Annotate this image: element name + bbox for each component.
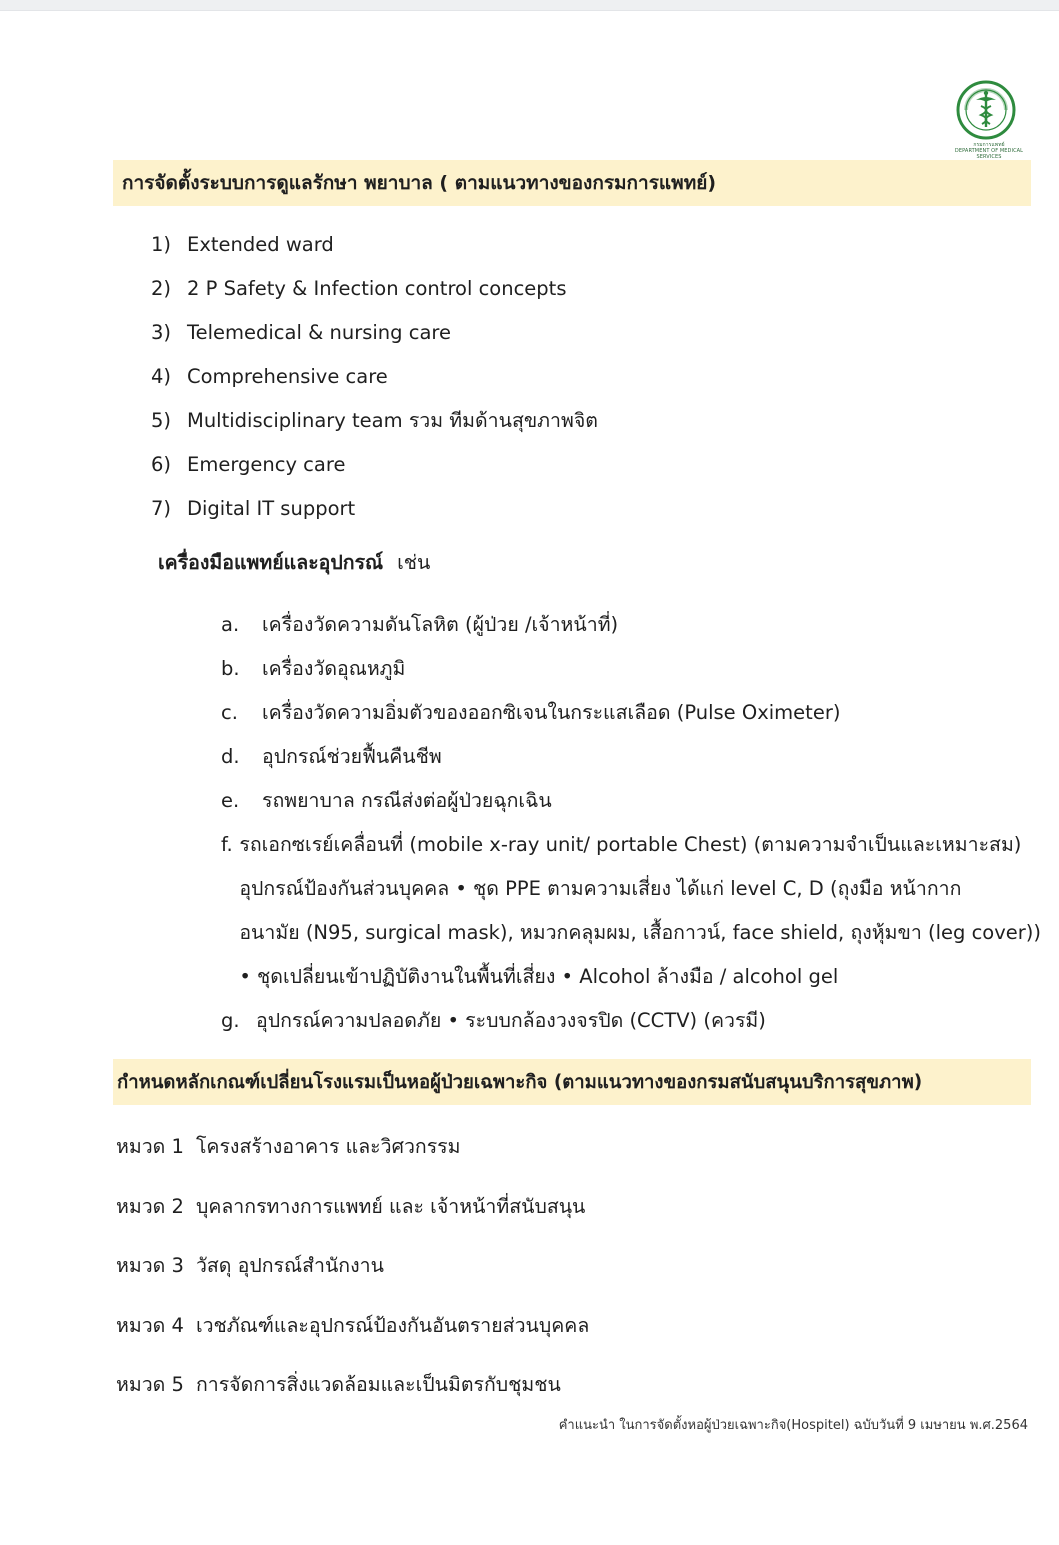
list-item — [151, 354, 598, 398]
item-number: 2) — [151, 276, 172, 300]
item-text-block — [239, 822, 1041, 998]
category-label: หมวด 4 — [116, 1313, 184, 1337]
list-item — [116, 1355, 589, 1415]
logo-caption — [947, 142, 1031, 160]
list-item — [151, 222, 598, 266]
item-text: Multidisciplinary team รวม ทีมด้านสุขภาพจิต — [187, 408, 598, 432]
item-text: Digital IT support — [187, 496, 356, 520]
item-number: 6) — [151, 452, 172, 476]
item-text: อุปกรณ์ความปลอดภัย • ระบบกล้องวงจรปิด (CCTV) (ควรมี) — [256, 1008, 766, 1032]
item-marker: f. — [221, 832, 233, 856]
list-item — [151, 486, 598, 530]
item-number: 7) — [151, 496, 172, 520]
item-text-line: อุปกรณ์ป้องกันส่วนบุคคล • ชุด PPE ตามความเสี่ยง ได้แก่ level C, D (ถุงมือ หน้ากาก — [239, 876, 962, 900]
equipment-heading — [158, 547, 430, 578]
list-item — [151, 266, 598, 310]
ministry-logo — [947, 80, 1031, 160]
list-item — [221, 602, 1041, 646]
section-1-heading: การจัดตั้งระบบการดูแลรักษา พยาบาล ( ตามแนวทางของกรมการแพทย์) — [113, 160, 1031, 206]
category-text: การจัดการสิ่งแวดล้อมและเป็นมิตรกับชุมชน — [195, 1373, 561, 1397]
list-item — [221, 778, 1041, 822]
item-text: 2 P Safety & Infection control concepts — [187, 276, 567, 300]
item-number: 3) — [151, 320, 172, 344]
category-text: เวชภัณฑ์และอุปกรณ์ป้องกันอันตรายส่วนบุคคล — [195, 1313, 590, 1337]
equipment-heading-title: เครื่องมือแพทย์และอุปกรณ์ — [158, 551, 384, 574]
item-marker: c. — [221, 700, 238, 724]
list-item — [221, 734, 1041, 778]
equipment-heading-suffix: เช่น — [397, 551, 431, 574]
item-marker: d. — [221, 744, 240, 768]
list-item — [116, 1177, 589, 1237]
item-marker: e. — [221, 788, 240, 812]
section-2-heading: กำหนดหลักเกณฑ์เปลี่ยนโรงแรมเป็นหอผู้ป่วยเฉพาะกิจ (ตามแนวทางของกรมสนับสนุนบริการสุขภาพ) — [113, 1059, 1031, 1105]
list-item — [221, 690, 1041, 734]
caduceus-seal-icon — [956, 80, 1016, 140]
item-text: Emergency care — [187, 452, 346, 476]
category-label: หมวด 5 — [116, 1373, 184, 1397]
item-number: 5) — [151, 408, 172, 432]
category-label: หมวด 3 — [116, 1254, 184, 1278]
footer-note: คำแนะนำ ในการจัดตั้งหอผู้ป่วยเฉพาะกิจ(Hospitel) ฉบับวันที่ 9 เมษายน พ.ศ.2564 — [558, 1418, 1028, 1433]
item-text: เครื่องวัดความดันโลหิต (ผู้ป่วย /เจ้าหน้าที่) — [262, 612, 619, 636]
item-text: เครื่องวัดความอิ่มตัวของออกซิเจนในกระแสเลือด (Pulse Oximeter) — [262, 700, 841, 724]
item-text: รถพยาบาล กรณีส่งต่อผู้ป่วยฉุกเฉิน — [262, 788, 552, 812]
item-number: 4) — [151, 364, 172, 388]
list-item — [116, 1236, 589, 1296]
item-text-line: อนามัย (N95, surgical mask), หมวกคลุมผม, เสื้อกาวน์, face shield, ถุงหุ้มขา (leg cover)) — [239, 920, 1041, 944]
list-item — [116, 1296, 589, 1356]
category-label: หมวด 1 — [116, 1135, 184, 1159]
item-text: Comprehensive care — [187, 364, 388, 388]
item-text-line: • ชุดเปลี่ยนเข้าปฏิบัติงานในพื้นที่เสี่ยง • Alcohol ล้างมือ / alcohol gel — [239, 964, 839, 988]
item-text: Telemedical & nursing care — [187, 320, 451, 344]
item-text-line: รถเอกซเรย์เคลื่อนที่ (mobile x-ray unit/ portable Chest) (ตามความจำเป็นและเหมาะสม) — [239, 832, 1022, 856]
list-item — [116, 1117, 589, 1177]
item-text: Extended ward — [187, 232, 334, 256]
logo-seal-text: กรมการแพทย์ — [973, 142, 1005, 148]
item-marker: g. — [221, 1008, 240, 1032]
viewer-top-bar — [0, 0, 1059, 11]
list-item — [221, 646, 1041, 690]
item-number: 1) — [151, 232, 172, 256]
category-text: วัสดุ อุปกรณ์สำนักงาน — [195, 1254, 384, 1278]
item-text: เครื่องวัดอุณหภูมิ — [262, 656, 406, 680]
item-marker: b. — [221, 656, 240, 680]
item-marker: a. — [221, 612, 240, 636]
care-system-list — [151, 222, 598, 530]
logo-dept-name: DEPARTMENT OF MEDICAL SERVICES — [954, 148, 1024, 160]
list-item — [151, 310, 598, 354]
list-item — [151, 442, 598, 486]
category-text: บุคลากรทางการแพทย์ และ เจ้าหน้าที่สนับสนุน — [195, 1194, 586, 1218]
list-item — [151, 398, 598, 442]
list-item — [221, 998, 1041, 1042]
category-text: โครงสร้างอาคาร และวิศวกรรม — [195, 1135, 461, 1159]
item-text: อุปกรณ์ช่วยฟื้นคืนชีพ — [262, 744, 442, 768]
equipment-list — [221, 602, 1041, 1042]
category-label: หมวด 2 — [116, 1194, 184, 1218]
category-list — [116, 1117, 589, 1415]
list-item — [221, 822, 1041, 998]
